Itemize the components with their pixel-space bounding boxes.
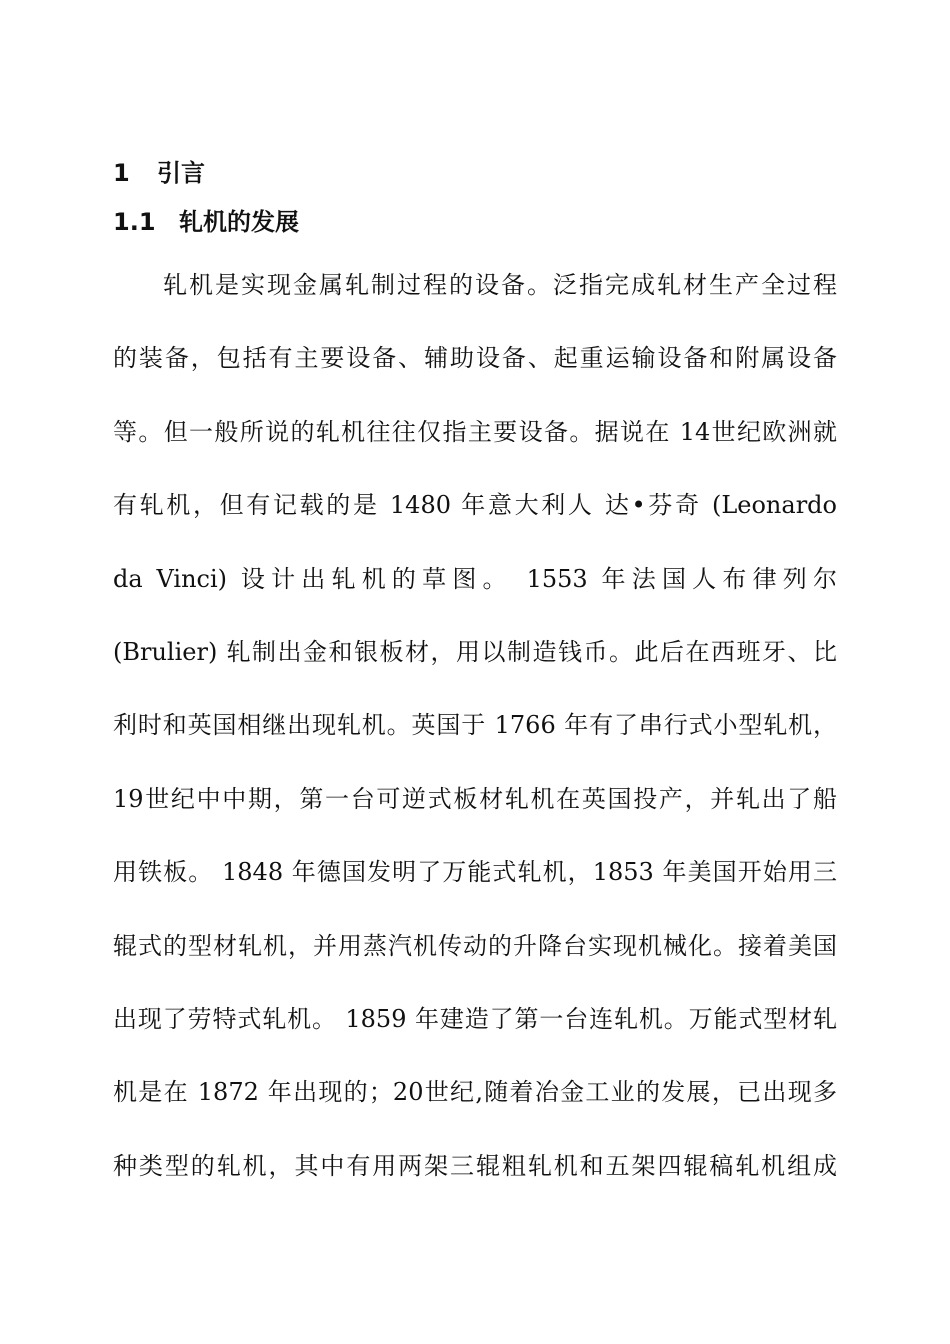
subsection-title: 轧机的发展 (179, 208, 299, 236)
paragraph-line: 等。但一般所说的轧机往往仅指主要设备。据说在 14世纪欧洲就 (113, 417, 837, 446)
paragraph-line: 利时和英国相继出现轧机。英国于 1766 年有了串行式小型轧机， (113, 711, 837, 740)
paragraph-line: 种类型的轧机，其中有用两架三辊粗轧机和五架四辊稿轧机组成 (113, 1151, 837, 1180)
section-title: 引言 (157, 159, 205, 187)
paragraph-line: 机是在 1872 年出现的；20世纪,随着冶金工业的发展，已出现多 (113, 1078, 837, 1107)
section-number: 1 (113, 159, 130, 187)
paragraph-line: 19世纪中中期，第一台可逆式板材轧机在英国投产，并轧出了船 (113, 784, 837, 813)
paragraph-line: (Brulier) 轧制出金和银板材，用以制造钱币。此后在西班牙、比 (113, 637, 837, 666)
paragraph-line: 出现了劳特式轧机。 1859 年建造了第一台连轧机。万能式型材轧 (113, 1004, 837, 1033)
subsection-number: 1.1 (113, 208, 156, 236)
paragraph-line: da Vinci) 设计出轧机的草图。 1553 年法国人布律列尔 (113, 564, 837, 593)
paragraph-line: 用铁板。 1848 年德国发明了万能式轧机，1853 年美国开始用三 (113, 858, 837, 887)
subsection-heading (113, 207, 299, 237)
paragraph-line: 有轧机，但有记载的是 1480 年意大利人 达•芬奇 (Leonardo (113, 491, 837, 520)
paragraph-line: 辊式的型材轧机，并用蒸汽机传动的升降台实现机械化。接着美国 (113, 931, 837, 960)
body-paragraph (113, 261, 837, 1215)
paragraph-line: 的装备，包括有主要设备、辅助设备、起重运输设备和附属设备 (113, 344, 837, 373)
paragraph-line: 轧机是实现金属轧制过程的设备。泛指完成轧材生产全过程 (163, 271, 837, 299)
section-heading (113, 158, 205, 188)
